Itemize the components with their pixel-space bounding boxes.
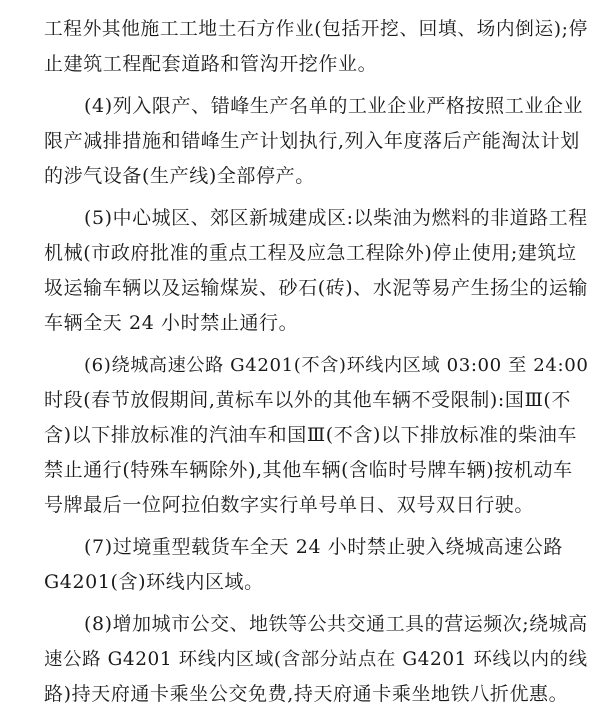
paragraph-item-4 — [44, 89, 584, 194]
text-line: 含)以下排放标准的汽油车和国Ⅲ(不含)以下排放标准的柴油车 — [44, 424, 577, 446]
text-line: 路)持天府通卡乘坐公交免费,持天府通卡乘坐地铁八折优惠。 — [44, 683, 569, 705]
text-line: 时段(春节放假期间,黄标车以外的其他车辆不受限制):国Ⅲ(不 — [44, 389, 572, 411]
text-line: (4)列入限产、错峰生产名单的工业企业严格按照工业企业 — [84, 95, 584, 117]
text-line: 禁止通行(特殊车辆除外),其他车辆(含临时号牌车辆)按机动车 — [44, 459, 573, 481]
text-line: 圾运输车辆以及运输煤炭、砂石(砖)、水泥等易产生扬尘的运输 — [44, 277, 588, 299]
text-line: 车辆全天 24 小时禁止通行。 — [44, 312, 299, 334]
paragraph-continuation — [44, 12, 588, 82]
text-line: (8)增加城市公交、地铁等公共交通工具的营运频次;绕城高 — [84, 613, 588, 635]
text-line: (6)绕城高速公路 G4201(不含)环线内区域 03:00 至 24:00 — [84, 355, 589, 376]
paragraph-item-8 — [44, 607, 588, 712]
paragraph-item-5 — [44, 201, 588, 341]
paragraph-item-6 — [44, 348, 589, 523]
text-line: (7)过境重型载货车全天 24 小时禁止驶入绕城高速公路 — [84, 536, 563, 558]
text-line: 工程外其他施工工地土石方作业(包括开挖、回填、场内倒运);停 — [44, 19, 588, 40]
paragraph-item-7 — [44, 530, 582, 600]
text-line: 止建筑工程配套道路和管沟开挖作业。 — [44, 53, 378, 75]
text-line: 的涉气设备(生产线)全部停产。 — [44, 165, 315, 187]
text-line: 速公路 G4201 环线内区域(含部分站点在 G4201 环线以内的线 — [44, 649, 588, 670]
text-line: (5)中心城区、郊区新城建成区:以柴油为燃料的非道路工程 — [84, 207, 588, 229]
text-line: G4201(含)环线内区域。 — [44, 571, 264, 593]
text-line: 机械(市政府批准的重点工程及应急工程除外)停止使用;建筑垃 — [44, 242, 577, 264]
text-line: 号牌最后一位阿拉伯数字实行单号单日、双号双日行驶。 — [44, 494, 535, 516]
text-line: 限产减排措施和错峰生产计划执行,列入年度落后产能淘汰计划 — [44, 130, 580, 152]
